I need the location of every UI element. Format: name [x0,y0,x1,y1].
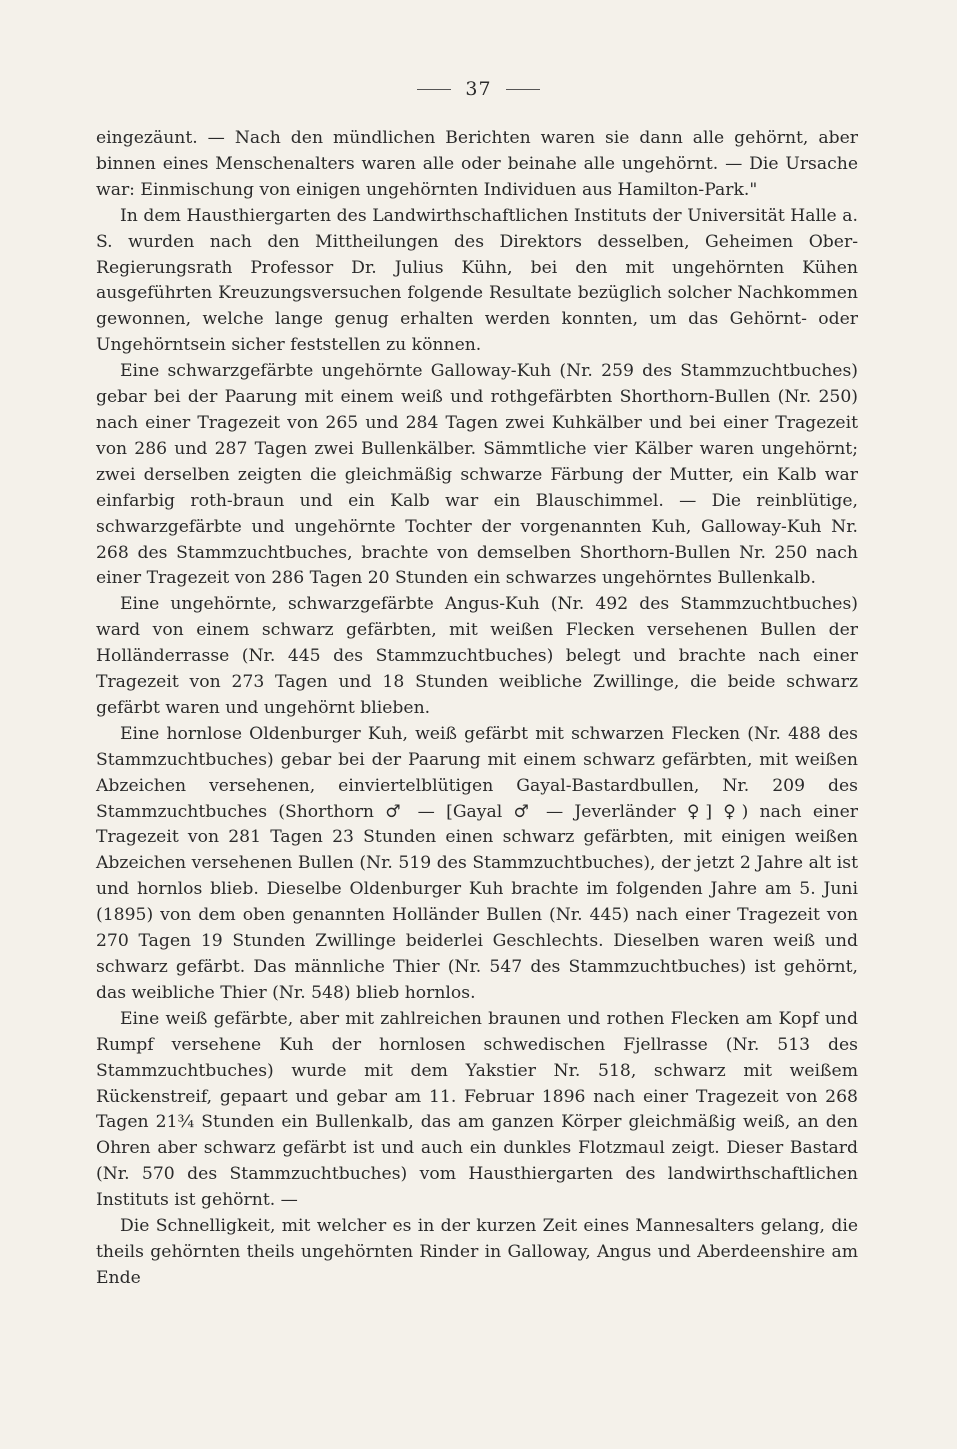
paragraph-1: eingezäunt. — Nach den mündlichen Berichten waren sie dann alle gehörnt, aber binnen eines Menschenalters waren alle oder beinahe alle ungehörnt. — Die Ursache war: Einmischung von einigen ungehörnten Individuen aus Hamilton-Park." [96,128,858,200]
paragraph-5: Eine hornlose Oldenburger Kuh, weiß gefärbt mit schwarzen Flecken (Nr. 488 des Stammzuchtbuches) gebar bei der Paarung mit einem schwarz gefärbten, mit weißen Abzeichen versehenen, einviertelblütigen Gayal-Bastardbullen, Nr. 209 des Stammzuchtbuches (Shorthorn ♂ — [Gayal ♂ — Jeverländer ♀] ♀) nach einer Tragezeit von 281 Tagen 23 Stunden einen schwarz gefärbten, mit einigen weißen Abzeichen versehenen Bullen (Nr. 519 des Stammzuchtbuches), der jetzt 2 Jahre alt ist und hornlos blieb. Dieselbe Oldenburger Kuh brachte im folgenden Jahre am 5. Juni (1895) von dem oben genannten Holländer Bullen (Nr. 445) nach einer Tragezeit von 270 Tagen 19 Stunden Zwillinge beiderlei Geschlechts. Dieselben waren weiß und schwarz gefärbt. Das männliche Thier (Nr. 547 des Stammzuchtbuches) ist gehörnt, das weibliche Thier (Nr. 548) blieb hornlos. [96,723,858,1003]
paragraph-6: Eine weiß gefärbte, aber mit zahlreichen braunen und rothen Flecken am Kopf und Rumpf versehene Kuh der hornlosen schwedischen Fjellrasse (Nr. 513 des Stammzuchtbuches) wurde mit dem Yakstier Nr. 518, schwarz mit weißem Rückenstreif, gepaart und gebar am 11. Februar 1896 nach einer Tragezeit von 268 Tagen 21¾ Stunden ein Bullenkalb, das am ganzen Körper gleichmäßig weiß, an den Ohren aber schwarz gefärbt ist und auch ein dunkles Flotzmaul zeigt. Dieser Bastard (Nr. 570 des Stammzuchtbuches) vom Hausthiergarten des landwirthschaftlichen Instituts ist gehörnt. — [96,1008,858,1211]
page-header [0,78,957,100]
paragraph-2: In dem Hausthiergarten des Landwirthschaftlichen Instituts der Universität Halle a. S. wurden nach den Mittheilungen des Direktors desselben, Geheimen Ober-Regierungsrath Professor Dr. Julius Kühn, bei den mit ungehörnten Kühen ausgeführten Kreuzungsversuchen folgende Resultate bezüglich solcher Nachkommen gewonnen, welche lange genug erhalten werden konnten, um das Gehörnt- oder Ungehörntsein sicher feststellen zu können. [96,205,858,356]
page-body [96,126,858,1292]
paragraph-3: Eine schwarzgefärbte ungehörnte Galloway-Kuh (Nr. 259 des Stammzuchtbuches) gebar bei der Paarung mit einem weiß und rothgefärbten Shorthorn-Bullen (Nr. 250) nach einer Tragezeit von 265 und 284 Tagen zwei Kuhkälber und bei einer Tragezeit von 286 und 287 Tagen zwei Bullenkälber. Sämmtliche vier Kälber waren ungehörnt; zwei derselben zeigten die gleichmäßig schwarze Färbung der Mutter, ein Kalb war einfarbig roth-braun und ein Kalb war ein Blauschimmel. — Die reinblütige, schwarzgefärbte und ungehörnte Tochter der vorgenannten Kuh, Galloway-Kuh Nr. 268 des Stammzuchtbuches, brachte von demselben Shorthorn-Bullen Nr. 250 nach einer Tragezeit von 286 Tagen 20 Stunden ein schwarzes ungehörntes Bullenkalb. [96,361,858,589]
paragraph-7: Die Schnelligkeit, mit welcher es in der kurzen Zeit eines Mannesalters gelang, die theils gehörnten theils ungehörnten Rinder in Galloway, Angus und Aberdeenshire am Ende [96,1216,858,1288]
paragraph-4: Eine ungehörnte, schwarzgefärbte Angus-Kuh (Nr. 492 des Stammzuchtbuches) ward von einem schwarz gefärbten, mit weißen Flecken versehenen Bullen der Holländerrasse (Nr. 445 des Stammzuchtbuches) belegt und brachte nach einer Tragezeit von 273 Tagen und 18 Stunden weibliche Zwillinge, die beide schwarz gefärbt waren und ungehörnt blieben. [96,594,858,718]
header-rule-right [506,89,540,90]
page-number: 37 [465,78,492,100]
header-rule-left [417,89,451,90]
